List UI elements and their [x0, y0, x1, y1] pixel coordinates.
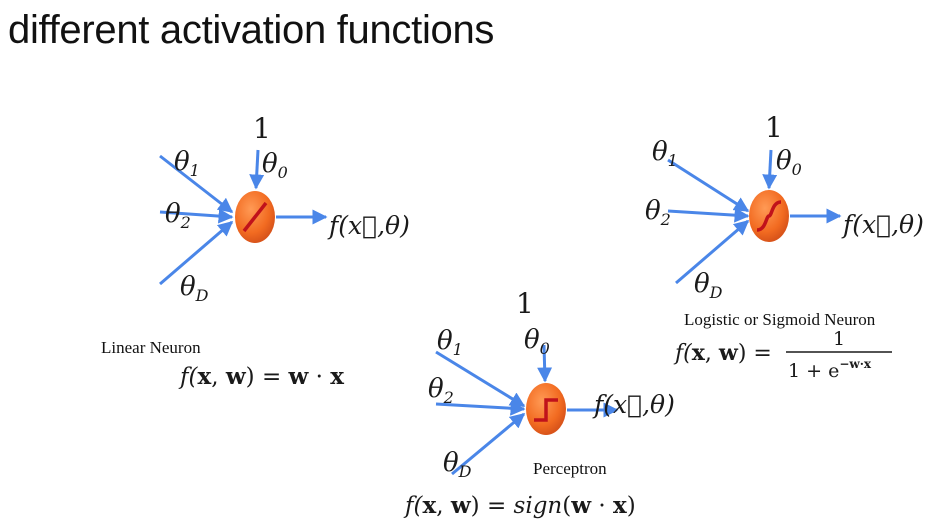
perceptron-caption: Perceptron: [533, 459, 607, 478]
sigmoid-arrow-theta2: [668, 211, 748, 216]
perceptron-output-label: f(x⃗,θ): [594, 390, 675, 419]
sigmoid-formula-lhs: f(x, w) =: [675, 340, 772, 366]
perceptron-theta1-label: $\theta_1$: [437, 326, 463, 359]
sigmoid-arrow-theta1: [668, 160, 748, 211]
sigmoid-arrow-theta0: [769, 150, 771, 188]
sigmoid-neuron: [645, 111, 924, 382]
sigmoid-theta0-label: $\theta_0$: [776, 146, 802, 179]
linear-thetaD-label: $\theta_D$: [180, 272, 209, 305]
linear-caption: Linear Neuron: [101, 338, 201, 357]
sigmoid-caption: Logistic or Sigmoid Neuron: [684, 310, 876, 329]
linear-arrow-theta0: [256, 150, 258, 188]
linear-theta2-label: $\theta_2$: [165, 199, 191, 232]
linear-neuron: [101, 112, 410, 390]
perceptron-theta0-label: $\theta_0$: [524, 325, 550, 358]
perceptron-bias-label: 1: [516, 287, 534, 320]
linear-bias-label: 1: [253, 112, 271, 145]
linear-arrow-thetaD: [160, 222, 232, 284]
sigmoid-thetaD-label: $\theta_D$: [694, 269, 723, 302]
sigmoid-output-label: f(x⃗,θ): [843, 210, 924, 239]
perceptron-formula: f(x, w) = sign(w · x): [405, 492, 636, 519]
sigmoid-formula-denominator: $1 + e^{-w\cdot x}$: [788, 357, 872, 382]
sigmoid-formula-numerator: 1: [833, 328, 846, 350]
sigmoid-arrow-thetaD: [676, 221, 748, 283]
perceptron-thetaD-label: $\theta_D$: [443, 448, 472, 481]
linear-theta1-label: $\theta_1$: [174, 147, 200, 180]
perceptron-neuron: [403, 287, 675, 519]
perceptron-theta2-label: $\theta_2$: [428, 374, 454, 407]
sigmoid-theta1-label: $\theta_1$: [652, 137, 678, 170]
sigmoid-theta2-label: $\theta_2$: [645, 196, 671, 229]
linear-output-label: f(x⃗,θ): [329, 211, 410, 240]
sigmoid-bias-label: 1: [765, 111, 783, 144]
linear-formula: f(x, w) = w · x: [180, 363, 344, 390]
slide-title: different activation functions: [8, 8, 495, 52]
linear-theta0-label: $\theta_0$: [262, 149, 288, 182]
